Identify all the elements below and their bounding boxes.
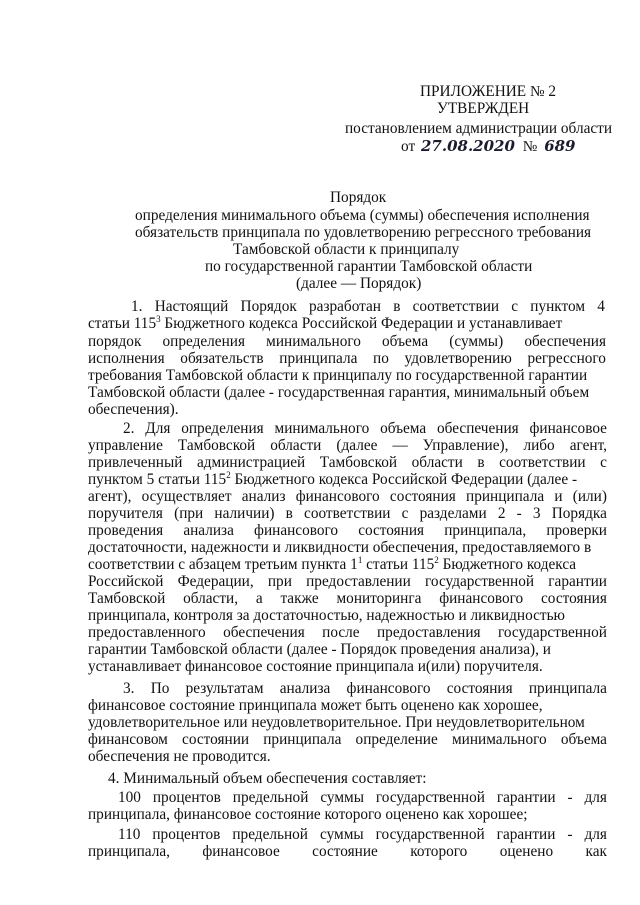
word: для [584,826,607,843]
word: обеспечения [223,624,305,641]
word: которого [410,843,468,860]
word: суммы [319,826,364,843]
word: агент), [88,488,132,505]
word: также [280,590,319,607]
word: обеспечения [524,333,606,350]
word: принципала [279,350,358,367]
word: анализ [241,488,286,505]
p4-line-4 [118,826,607,844]
title-line-2: обязательств принципала по удовлетворению регрессного требования [135,224,592,241]
word: либо [523,437,555,454]
word: анализа [279,680,331,697]
word: объема [382,333,429,350]
word: Порядок [240,298,297,315]
decree-date-line [401,137,576,156]
word: после [322,624,360,641]
title-line-4: по государственной гарантии Тамбовской области [205,258,533,275]
appendix-label: ПРИЛОЖЕНИЕ № 2 [420,83,557,100]
word: Тамбовской [319,454,398,471]
p4-line-5 [88,843,607,861]
word: государственной [375,789,485,806]
word: предельной [232,789,309,806]
handwritten-date: 27.08.2020 [420,137,515,155]
word: агент, [569,437,607,454]
word: разработан [309,298,381,315]
p2-line-9: соответствии с абзацем третьим пункта $1^1$ статьи $115^2$ Бюджетного кодекса [88,555,577,573]
word: проведения [88,522,164,539]
word: принципала [466,488,545,505]
word: пунктом [530,298,586,315]
p2-line-5 [88,488,607,506]
word: Тамбовской [88,590,166,607]
p3-line-5: обеспечения не проводится. [88,748,271,765]
word: состояние [312,843,378,860]
word: Управление), [422,437,509,454]
p2-line-3 [88,454,607,472]
word: Для [145,420,171,437]
word: соответствии [412,298,500,315]
p1-line-3 [88,333,606,351]
decree-label: постановлением администрации области [345,120,613,137]
word: для [584,789,607,806]
word: 2. [123,420,135,437]
word: в [393,298,401,315]
p1-line-5: требования Тамбовской области к принципалу по государственной гарантии [88,367,588,384]
word: обеспечения [437,420,519,437]
word: с [401,505,409,522]
word: объема [380,420,427,437]
word: состояния [389,488,456,505]
word: - [567,789,573,806]
word: (или) [572,488,607,505]
word: предельной [232,826,308,843]
p3-line-2: финансовое состояние принципала может быть оценено как хорошее, [88,697,543,714]
word: - [567,826,573,843]
word: определения [181,420,264,437]
word: 100 [118,789,141,806]
word: с [600,454,607,471]
word: процентов [152,789,221,806]
word: администрацией [196,454,306,471]
title-line-3: Тамбовской области к принципалу [233,241,460,258]
word: 3 [532,505,541,522]
title-line-1: определения минимального объема (суммы) обеспечения исполнения [135,207,590,224]
p1-line-1 [131,298,605,316]
p1-line-7: обеспечения). [88,401,179,418]
p2-line-2 [88,437,607,455]
word: исполнения [88,350,165,367]
word: регрессного [527,350,606,367]
word: состоянии [182,731,250,748]
word: состояния [541,590,607,607]
number-label: № [522,138,538,155]
word: поручителя [88,505,163,522]
word: и [554,488,563,505]
word: — [392,437,408,454]
word: привлеченный [88,454,183,471]
word: соответствии [499,454,586,471]
word: принципала, [88,843,170,860]
approved-label: УТВЕРЖДЕН [437,100,530,117]
word: а [255,590,263,607]
word: 2 [497,505,506,522]
word: (далее [336,437,378,454]
word: 110 [118,826,141,843]
word: финансового [254,522,339,539]
p4-line-1: 4. Минимальный объем обеспечения составляет: [108,770,427,787]
p4-line-3: принципала, финансовое состояние которого оценено как хорошее; [88,806,528,823]
word: анализа [183,522,234,539]
word: состояния [446,680,513,697]
p1-line-6: Тамбовской области (далее - государственная гарантия, минимальный объем [88,384,590,401]
p2-line-13 [88,624,607,642]
word: финансового [439,590,524,607]
word: государственной [497,624,607,641]
word: определения [162,333,246,350]
word: принципала [263,731,342,748]
p2-line-1 [123,420,607,438]
word: (суммы) [449,333,504,350]
word: по [373,350,389,367]
word: гарантии [496,789,556,806]
p3-line-3: удовлетворительное или неудовлетворительное. При неудовлетворительном [88,714,585,731]
word: суммы [320,789,364,806]
p1-line-2: статьи $115^3$ Бюджетного кодекса Российской Федерации и устанавливает [88,314,563,332]
word: финансового [295,488,380,505]
document-title: Порядок [330,189,387,206]
word: финансовое [202,843,280,860]
word: принципала [528,680,607,697]
word: государственной [425,573,535,590]
title-line-5: (далее — Порядок) [296,275,422,292]
p2-line-12: принципала, контроля за достаточностью, надежностью и ликвидностью [88,607,565,624]
word: финансового [346,680,431,697]
p2-line-14: гарантии Тамбовской области (далее - Порядок проведения анализа), и [88,641,551,658]
word: порядок [88,333,142,350]
word: осуществляет [141,488,232,505]
word: разделами [419,505,487,522]
word: Российской [88,573,164,590]
word: Тамбовской [177,437,256,454]
word: минимального [266,333,361,350]
word: с [511,298,519,315]
word: минимального [274,420,370,437]
word: 3. [123,680,135,697]
p4-line-2 [118,789,607,807]
word: - [516,505,522,522]
word: в [285,505,293,522]
word: проверки [546,522,607,539]
word: предоставлении [306,573,411,590]
word: 4 [597,298,605,315]
word: Порядка [551,505,607,522]
word: управление [88,437,163,454]
p2-line-8: достаточности, надежности и ликвидности обеспечения, предоставляемого в [88,539,592,556]
word: соответствии [304,505,391,522]
handwritten-number: 689 [544,137,576,155]
word: гарантии [548,573,607,590]
p1-line-4 [88,350,606,368]
word: области [411,454,463,471]
word: (при [174,505,204,522]
p2-line-10 [88,573,607,591]
p2-line-4: пунктом 5 статьи $115^2$ Бюджетного кодекса Российской Федерации (далее - [88,470,578,488]
word: обязательств [180,350,264,367]
from-label: от [401,138,416,155]
p2-line-7 [88,522,607,540]
p3-line-4 [88,731,607,749]
word: финансовом [88,731,168,748]
word: 1. [131,298,143,315]
word: принципала, [444,522,527,539]
word: минимального [451,731,547,748]
word: Настоящий [154,298,229,315]
word: предоставления [377,624,481,641]
word: наличии) [214,505,275,522]
word: государственной [375,826,485,843]
word: Федерации, [177,573,254,590]
word: определение [355,731,438,748]
p2-line-11 [88,590,607,608]
word: области, [183,590,239,607]
word: области [270,437,322,454]
p2-line-15: устанавливает финансовое состояние принципала и(или) поручителя. [88,658,543,675]
word: процентов [152,826,221,843]
p3-line-1 [123,680,607,698]
word: состояния [358,522,425,539]
word: оценено [499,843,554,860]
word: при [267,573,292,590]
word: объема [560,731,607,748]
word: как [585,843,607,860]
word: результатам [185,680,264,697]
word: гарантии [496,826,556,843]
p2-line-6 [88,505,607,523]
word: финансовое [529,420,607,437]
word: в [477,454,485,471]
word: предоставленного [88,624,206,641]
word: По [150,680,170,697]
word: мониторинга [336,590,422,607]
word: удовлетворению [404,350,512,367]
